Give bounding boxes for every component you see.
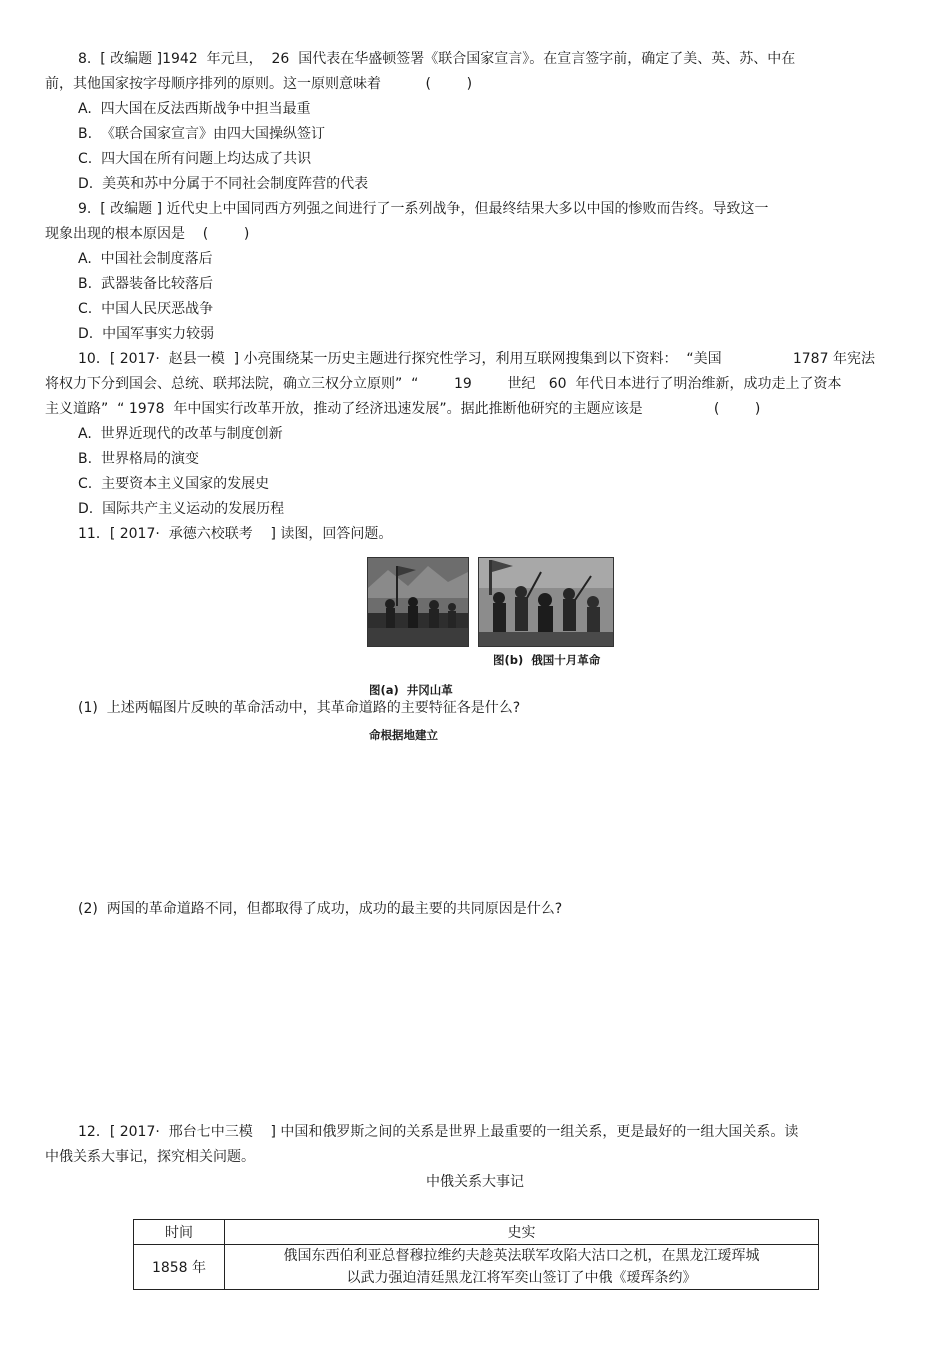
q10-option-a: A. 世界近现代的改革与制度创新 bbox=[78, 426, 283, 442]
q9-option-d: D. 中国军事实力较弱 bbox=[78, 326, 215, 342]
q10-stem-line3: 主义道路” “ 1978 年中国实行改革开放，推动了经济迅速发展”。据此推断他研究的主题应该是 ( ) bbox=[45, 401, 761, 417]
q10-option-d: D. 国际共产主义运动的发展历程 bbox=[78, 501, 285, 517]
q9-option-c: C. 中国人民厌恶战争 bbox=[78, 301, 214, 317]
q11-subquestion-1: (1) 上述两幅图片反映的革命活动中，其革命道路的主要特征各是什么? bbox=[78, 700, 521, 716]
table-row bbox=[134, 1245, 819, 1290]
q12-stem-line1: 12．[ 2017· 邢台七中三模 ] 中国和俄罗斯之间的关系是世界上最重要的一组关系，更是最好的一组大国关系。读 bbox=[78, 1124, 799, 1140]
q8-option-a: A. 四大国在反法西斯战争中担当最重 bbox=[78, 101, 311, 117]
row-fact-line2: 以武力强迫清廷黑龙江将军奕山签订了中俄《瑷珲条约》 bbox=[346, 1270, 697, 1286]
q9-stem-line1: 9. [ 改编题 ] 近代史上中国同西方列强之间进行了一系列战争，但最终结果大多以中国的惨败而告终。导致这一 bbox=[78, 201, 769, 217]
q12-stem-line2: 中俄关系大事记，探究相关问题。 bbox=[45, 1149, 255, 1165]
row-fact bbox=[225, 1245, 819, 1290]
table-title: 中俄关系大事记 bbox=[426, 1174, 524, 1190]
q9-option-b: B. 武器装备比较落后 bbox=[78, 276, 213, 292]
header-time: 时间 bbox=[134, 1220, 225, 1245]
row-time: 1858 年 bbox=[134, 1245, 225, 1290]
q9-option-a: A. 中国社会制度落后 bbox=[78, 251, 213, 267]
sino-russian-events-table bbox=[133, 1219, 819, 1290]
q10-option-c: C. 主要资本主义国家的发展史 bbox=[78, 476, 270, 492]
q11-subquestion-2: (2) 两国的革命道路不同，但都取得了成功，成功的最主要的共同原因是什么? bbox=[78, 901, 563, 917]
q10-stem-line2: 将权力下分到国会、总统、联邦法院，确立三权分立原则” “ 19 世纪 60 年代日本进行了明治维新，成功走上了资本 bbox=[45, 376, 842, 392]
row-fact-line1: 俄国东西伯利亚总督穆拉维约夫趁英法联军攻陷大沽口之机，在黑龙江瑷珲城 bbox=[283, 1248, 760, 1264]
q11-figures bbox=[367, 557, 617, 742]
q11-stem: 11．[ 2017· 承德六校联考 ] 读图，回答问题。 bbox=[78, 526, 393, 542]
q8-stem-line2: 前，其他国家按字母顺序排列的原则。这一原则意味着 ( ) bbox=[45, 76, 473, 92]
october-revolution-photo bbox=[478, 557, 614, 647]
figure-a-caption-line1: 图(a) 井冈山革 bbox=[369, 683, 453, 697]
q10-option-b: B. 世界格局的演变 bbox=[78, 451, 199, 467]
table-header-row bbox=[134, 1220, 819, 1245]
q9-stem-line2: 现象出现的根本原因是 ( ) bbox=[45, 226, 250, 242]
q8-option-b: B. 《联合国家宣言》由四大国操纵签订 bbox=[78, 126, 325, 142]
header-fact: 史实 bbox=[225, 1220, 819, 1245]
figure-b-caption: 图(b) 俄国十月革命 bbox=[493, 653, 601, 667]
q10-stem-line1: 10．[ 2017· 赵县一模 ] 小亮围绕某一历史主题进行探究性学习，利用互联网搜集到以下资料： “美国 1787 年宪法 bbox=[78, 351, 875, 367]
figure-a-caption-line2: 命根据地建立 bbox=[369, 728, 438, 742]
q8-option-d: D. 美英和苏中分属于不同社会制度阵营的代表 bbox=[78, 176, 369, 192]
q8-option-c: C. 四大国在所有问题上均达成了共识 bbox=[78, 151, 312, 167]
q8-stem-line1: 8. [ 改编题 ]1942 年元旦， 26 国代表在华盛顿签署《联合国家宣言》。在宣言签字前，确定了美、英、苏、中在 bbox=[78, 51, 796, 67]
jinggangshan-photo bbox=[367, 557, 469, 647]
